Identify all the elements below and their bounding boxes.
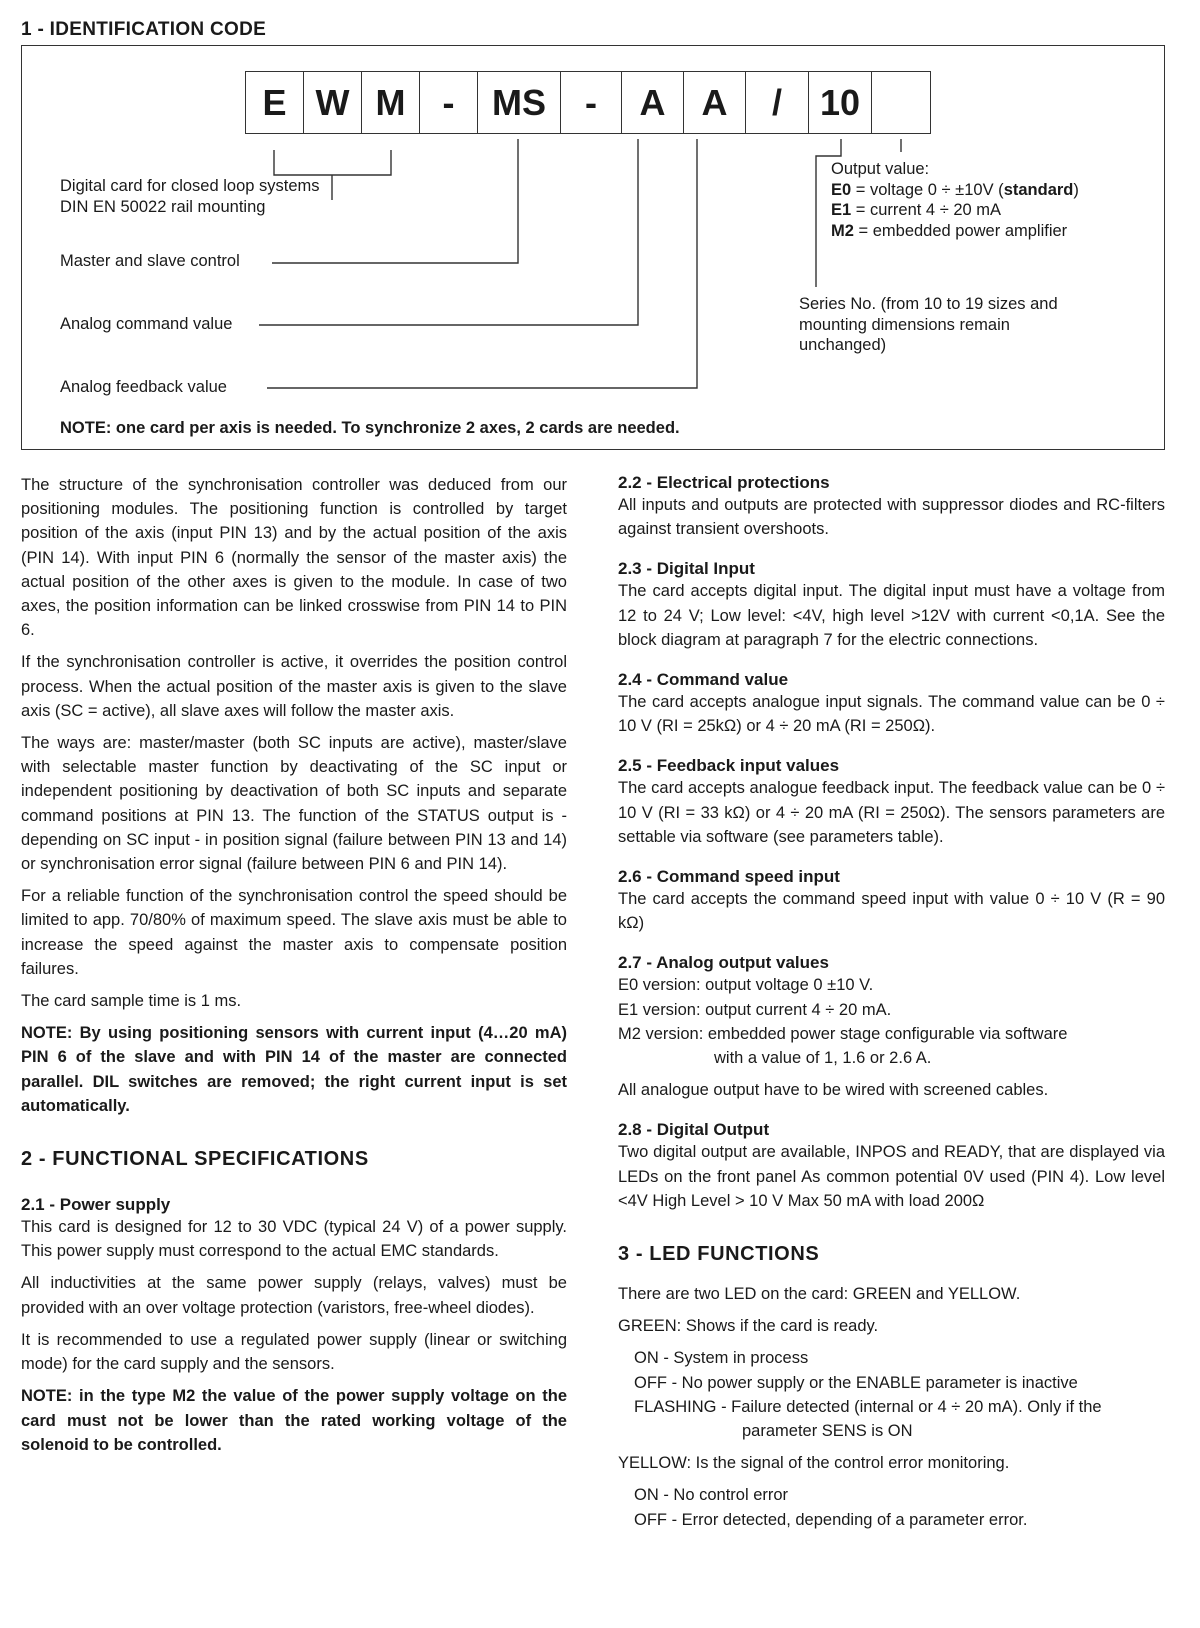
power-supply-paragraph-3: It is recommended to use a regulated power supply (linear or switching mode) for the card supply and the sensors. [21,1330,567,1374]
left-column [21,473,567,1457]
code-cell-m: M [361,71,420,134]
intro-paragraph-1: The structure of the synchronisation controller was deduced from our positioning modules. The positioning function is controlled by target position of the axis (input PIN 13) and by the actual position of the axis (PIN 14). With input PIN 6 (normally the sensor of the master axis) the actual position of the other axes is given to the module. In case of two axes, the position information can be linked crosswise from PIN 14 to PIN 6. [21,476,567,640]
identification-note: NOTE: one card per axis is needed. To synchronize 2 axes, 2 cards are needed. [60,419,680,437]
subsection-title-digital-input: 2.3 - Digital Input [618,559,755,579]
led-intro: There are two LED on the card: GREEN and YELLOW. [618,1285,1021,1304]
label-master-slave: Master and slave control [60,252,240,270]
command-value-paragraph: The card accepts analogue input signals. The command value can be 0 ÷ 10 V (RI = 25kΩ) or 4 ÷ 20 mA (RI = 250Ω). [618,693,1165,736]
analog-output-note: All analogue output have to be wired with screened cables. [618,1081,1049,1100]
electrical-protections-paragraph: All inputs and outputs are protected with suppressor diodes and RC-filters against transient overshoots. [618,496,1165,539]
code-cell-e: E [245,71,304,134]
subsection-title-digital-output: 2.8 - Digital Output [618,1120,770,1140]
intro-paragraph-4: For a reliable function of the synchronisation control the speed should be limited to app. 70/80% of maximum speed. The slave axis must be able to increase the speed against the master axis to compensate position failures. [21,887,567,978]
digital-output-paragraph: Two digital output are available, INPOS and READY, that are displayed via LEDs on the front panel As common potential 0V used (PIN 4). Low level <4V High Level > 10 V Max 50 mA with load 200Ω [618,1143,1165,1210]
section-title-functional-specs: 2 - FUNCTIONAL SPECIFICATIONS [21,1148,369,1171]
intro-paragraph-5: The card sample time is 1 ms. [21,992,242,1011]
code-cell-a2: A [683,71,746,134]
code-cell-ms: MS [477,71,561,134]
led-green-flashing: FLASHING - Failure detected (internal or 4 ÷ 20 mA). Only if the [634,1397,1102,1416]
led-green-flashing-cont: parameter SENS is ON [742,1422,913,1441]
command-speed-paragraph: The card accepts the command speed input with value 0 ÷ 10 V (R = 90 kΩ) [618,890,1165,933]
led-yellow-off: OFF - Error detected, depending of a parameter error. [634,1510,1028,1529]
led-green-off: OFF - No power supply or the ENABLE parameter is inactive [634,1373,1078,1392]
led-green-on: ON - System in process [634,1349,809,1368]
label-series-no: Series No. (from 10 to 19 sizes and mounting dimensions remain unchanged) [799,295,1058,354]
section-title-identification: 1 - IDENTIFICATION CODE [21,19,267,40]
code-cell-w: W [303,71,362,134]
subsection-title-analog-output: 2.7 - Analog output values [618,953,829,973]
code-cell-10: 10 [808,71,872,134]
digital-input-paragraph: The card accepts digital input. The digital input must have a voltage from 12 to 24 V; Low level: <4V, high level >12V with current <0,1A. See the block diagram at paragraph 7 for the electric connections. [618,582,1165,649]
code-cell-dash1: - [419,71,478,134]
led-green: GREEN: Shows if the card is ready. [618,1317,879,1336]
section-title-led-functions: 3 - LED FUNCTIONS [618,1243,820,1266]
intro-paragraph-3: The ways are: master/master (both SC inputs are active), master/slave with selectable master function by deactivating of the SC input or independent positioning by deactivation of both SC inputs and separate command positions at PIN 13. The function of the STATUS output is - depending on SC input - in position signal (failure between PIN 13 and 14) or synchronisation error signal (failure between PIN 6 and PIN 14). [21,734,567,874]
subsection-title-command-value: 2.4 - Command value [618,670,789,690]
feedback-input-paragraph: The card accepts analogue feedback input. The feedback value can be 0 ÷ 10 V (RI = 33 kΩ) or 4 ÷ 20 mA (RI = 250Ω). The sensors parameters are settable via software (see parameters table). [618,779,1165,846]
subsection-title-power-supply: 2.1 - Power supply [21,1195,171,1215]
code-cell-slash: / [745,71,809,134]
label-output-value: Output value: E0 = voltage 0 ÷ ±10V (standard) E1 = current 4 ÷ 20 mA M2 = embedded power amplifier [831,160,1079,240]
code-cell-dash2: - [560,71,622,134]
led-yellow-on: ON - No control error [634,1486,789,1505]
subsection-title-feedback-input: 2.5 - Feedback input values [618,756,840,776]
power-supply-note: NOTE: in the type M2 the value of the power supply voltage on the card must not be lower than the rated working voltage of the solenoid to be controlled. [21,1387,567,1454]
power-supply-paragraph-1: This card is designed for 12 to 30 VDC (typical 24 V) of a power supply. This power supply must correspond to the actual EMC standards. [21,1218,567,1261]
subsection-title-electrical-protections: 2.2 - Electrical protections [618,473,830,492]
intro-paragraph-2: If the synchronisation controller is active, it overrides the position control process. When the actual position of the master axis is given to the slave axis (SC = active), all slave axes will follow the master axis. [21,653,567,720]
label-digital-card: Digital card for closed loop systems DIN EN 50022 rail mounting [60,177,320,216]
power-supply-paragraph-2: All inductivities at the same power supply (relays, valves) must be provided with an over voltage protection (varistors, free-wheel diodes). [21,1274,567,1317]
subsection-title-command-speed: 2.6 - Command speed input [618,867,840,887]
right-column [618,473,1165,1532]
analog-output-m2-cont: with a value of 1, 1.6 or 2.6 A. [714,1049,932,1068]
analog-output-m2: M2 version: embedded power stage configurable via software [618,1024,1068,1043]
analog-output-e0: E0 version: output voltage 0 ±10 V. [618,976,874,995]
label-analog-command: Analog command value [60,315,233,333]
analog-output-e1: E1 version: output current 4 ÷ 20 mA. [618,1000,892,1019]
led-yellow: YELLOW: Is the signal of the control error monitoring. [618,1454,1010,1473]
label-analog-feedback: Analog feedback value [60,378,227,396]
code-cell-a1: A [621,71,684,134]
intro-note: NOTE: By using positioning sensors with current input (4…20 mA) PIN 6 of the slave and with PIN 14 of the master are connected parallel. DIL switches are removed; the right current input is set automatically. [21,1024,567,1115]
